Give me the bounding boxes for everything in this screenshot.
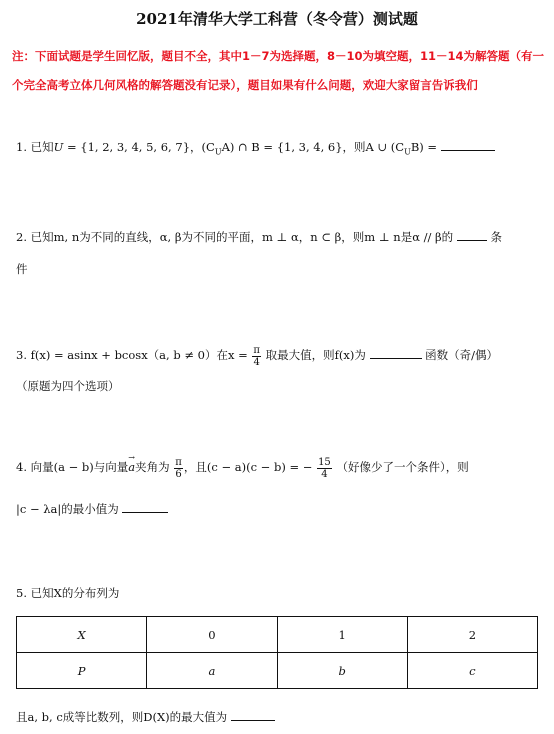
q1-expr4: B) =: [410, 140, 438, 154]
table-cell: X: [17, 617, 147, 653]
q4-tail: （好像少了一个条件），则: [336, 460, 469, 474]
q4-fraction-angle: $\frac{\pi}{6}$: [175, 456, 182, 480]
q3-answer-blank[interactable]: [370, 346, 422, 359]
q4-mid2: 夹角为: [135, 460, 170, 474]
page-title: 2021年清华大学工科营（冬令营）测试题: [136, 10, 418, 28]
table-row: [17, 653, 538, 689]
q4-vector-a: → a: [128, 452, 135, 482]
question-4: [16, 452, 469, 482]
notice-text: 注：下面试题是学生回忆版，题目不全，其中1－7为选择题，8－10为填空题，11－14为解答题（有一个完全高考立体几何风格的解答题没有记录），题目如果有什么问题，欢迎大家留言告诉我们: [12, 49, 545, 92]
q2-tail: 条: [490, 230, 502, 244]
table-cell: P: [17, 653, 147, 689]
q4-paren1: (a − b): [53, 460, 94, 474]
question-3: [16, 340, 498, 370]
q4-expr: (c − a)(c − b) = −: [206, 460, 313, 474]
q2-answer-blank[interactable]: [457, 228, 487, 241]
table-cell: 1: [277, 617, 407, 653]
question-4-line2: [16, 494, 168, 524]
q5-answer-blank[interactable]: [231, 708, 275, 721]
q3-lead: 3. f(x) = asinx + bcosx（a, b ≠ 0）在x =: [16, 348, 248, 362]
question-2-line2: 件: [16, 262, 28, 276]
q4-line2-tail: 的最小值为: [61, 502, 119, 516]
table-cell: c: [407, 653, 537, 689]
q4-mid3: ，且: [183, 460, 207, 474]
q1-sub: U: [214, 147, 222, 157]
q1-set-u: = {1, 2, 3, 4, 5, 6, 7}，: [63, 140, 202, 154]
q4-answer-blank[interactable]: [122, 500, 168, 513]
question-3-note: （原题为四个选项）: [16, 379, 120, 393]
distribution-table: [16, 616, 538, 689]
q4-mid1: 与向量: [93, 460, 129, 474]
q4-norm-expr: |c − λa|: [16, 502, 62, 516]
q1-expr3: A ∪ (C: [365, 140, 405, 154]
q1-expr: (C: [201, 140, 215, 154]
table-cell: b: [277, 653, 407, 689]
question-5-footer: [16, 702, 275, 732]
q4-lead: 4. 向量: [16, 460, 54, 474]
q3-mid: 取最大值，则f(x)为: [265, 348, 366, 362]
q1-expr2: A) ∩ B = {1, 3, 4, 6}，则: [221, 140, 366, 154]
q5-footer-text: 且a, b, c成等比数列，则D(X)的最大值为: [16, 710, 228, 724]
table-cell: 2: [407, 617, 537, 653]
table-cell: 0: [147, 617, 277, 653]
q1-answer-blank[interactable]: [441, 138, 495, 151]
question-2: [16, 222, 502, 252]
question-1: [16, 132, 495, 167]
q1-prefix: 1. 已知: [16, 140, 54, 154]
question-5: 5. 已知X的分布列为: [16, 586, 120, 600]
q1-sub2: U: [404, 147, 411, 157]
q3-fraction: $\frac{\pi}{4}$: [253, 344, 260, 368]
q1-u: U: [53, 140, 64, 154]
q3-tail: 函数（奇/偶）: [425, 348, 499, 362]
q2-line1: 2. 已知m, n为不同的直线，α, β为不同的平面，m ⊥ α，n ⊂ β，则m ⊥ n是α // β的: [16, 230, 454, 244]
q4-fraction-value: $\frac{15}{4}$: [318, 456, 331, 480]
table-cell: a: [147, 653, 277, 689]
table-row: [17, 617, 538, 653]
